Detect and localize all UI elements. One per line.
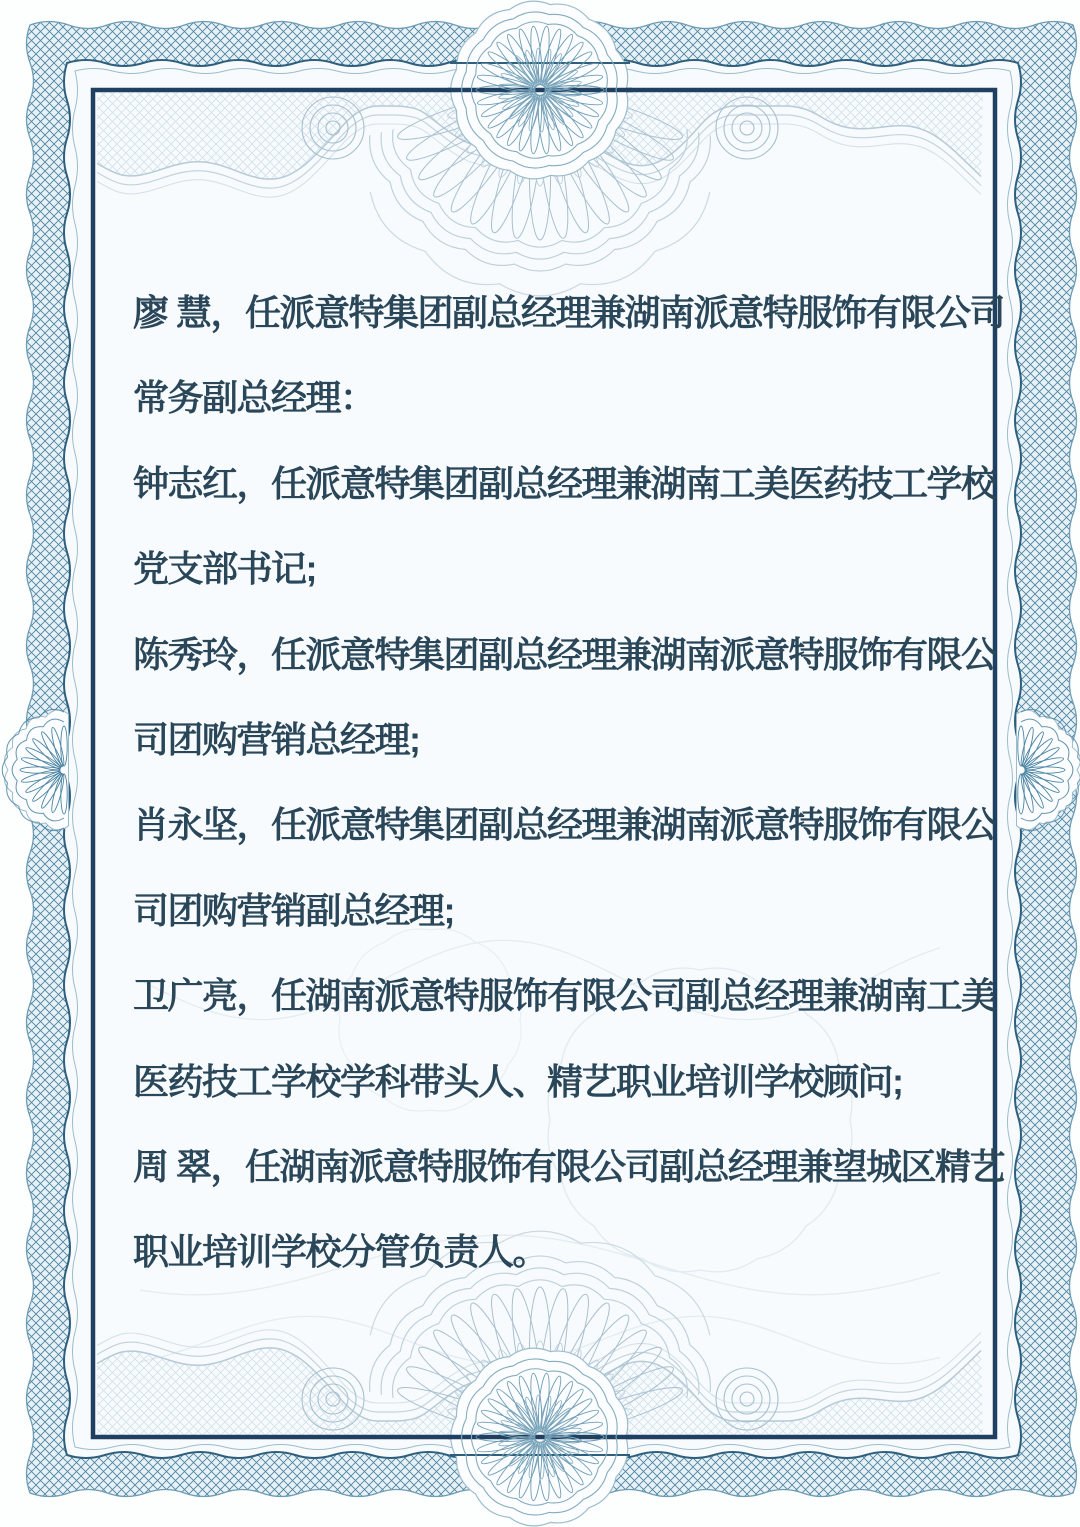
appointment-line xyxy=(133,612,996,697)
appointment-text: 司团购营销总经理; xyxy=(133,718,420,760)
appointment-text-block xyxy=(133,270,1005,1295)
appointment-line xyxy=(133,697,983,782)
person-name: 肖永坚 xyxy=(133,804,237,846)
person-name: 廖 慧 xyxy=(133,292,211,333)
appointment-text: ，任派意特集团副总经理兼湖南派意特服饰有限公司 xyxy=(210,292,1005,333)
person-name: 钟志红 xyxy=(133,462,237,504)
appointment-text: ，任湖南派意特服饰有限公司副总经理兼湖南工美 xyxy=(236,975,996,1017)
appointment-text: ，任派意特集团副总经理兼湖南工美医药技工学校 xyxy=(236,462,996,504)
appointment-line xyxy=(133,782,996,867)
appointment-line xyxy=(133,1039,983,1124)
person-name: 卫广亮 xyxy=(133,975,237,1017)
appointment-line xyxy=(133,868,983,953)
appointment-line xyxy=(133,953,996,1038)
appointment-text: ，任湖南派意特服饰有限公司副总经理兼望城区精艺 xyxy=(210,1145,1005,1187)
appointment-line xyxy=(133,441,996,526)
person-name: 陈秀玲 xyxy=(133,633,237,675)
appointment-line xyxy=(133,1209,983,1294)
appointment-text: 医药技工学校学科带头人、精艺职业培训学校顾问; xyxy=(133,1060,903,1102)
appointment-text: ，任派意特集团副总经理兼湖南派意特服饰有限公 xyxy=(236,804,996,846)
appointment-line xyxy=(133,270,1005,355)
appointment-text: 常务副总经理： xyxy=(133,377,375,419)
appointment-text: 司团购营销副总经理; xyxy=(133,889,454,931)
appointment-text: 职业培训学校分管负责人。 xyxy=(133,1231,548,1273)
person-name: 周 翠 xyxy=(133,1145,211,1187)
appointment-text: 党支部书记; xyxy=(133,548,316,590)
appointment-line xyxy=(133,526,983,611)
appointment-text: ，任派意特集团副总经理兼湖南派意特服饰有限公 xyxy=(236,633,996,675)
appointment-line xyxy=(133,1124,1005,1209)
appointment-line xyxy=(133,355,983,440)
